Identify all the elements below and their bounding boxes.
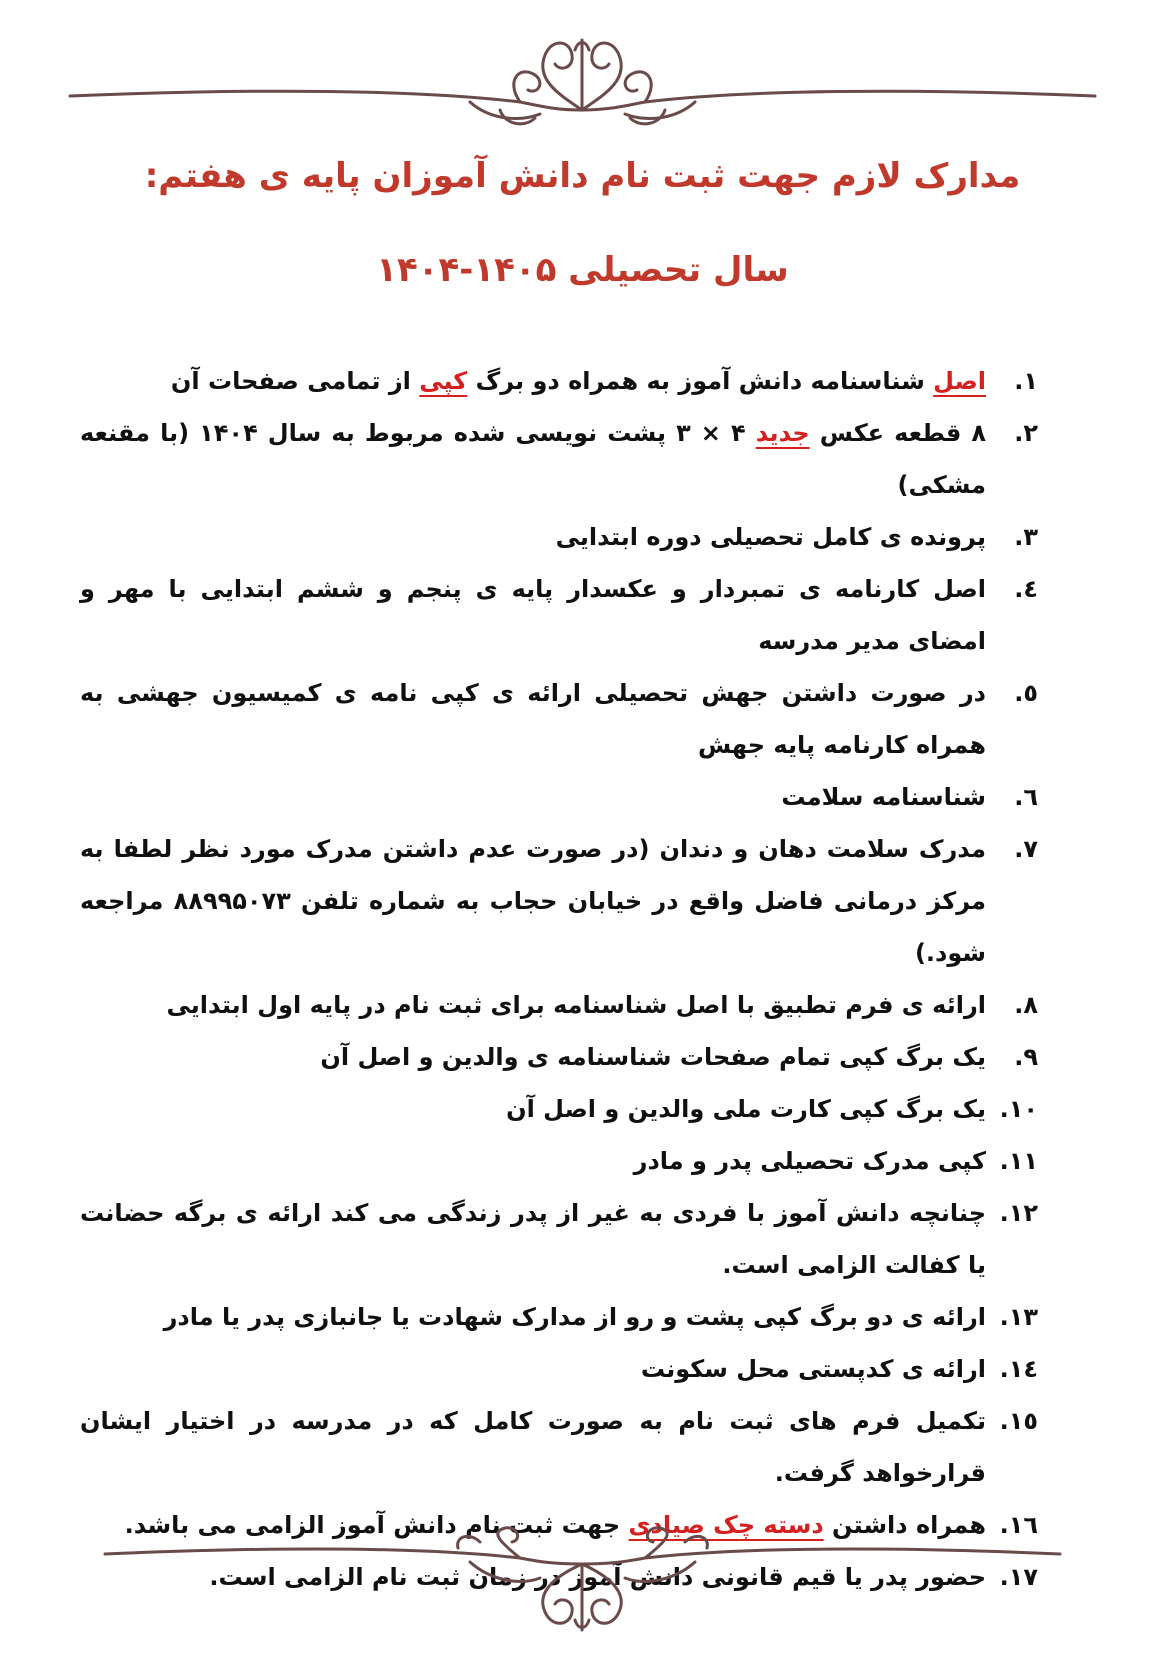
item-text [320,1043,986,1071]
text-segment: شناسنامه دانش آموز به همراه دو برگ [467,367,934,395]
highlighted-term: اصل [933,367,986,395]
item-number: ١٦. [999,1511,1038,1539]
text-segment: یک برگ کپی تمام صفحات شناسنامه ی والدین و اصل آن [320,1043,986,1071]
item-text [80,1407,986,1487]
item-number: ١٤. [999,1355,1038,1383]
requirement-item [80,1343,1038,1395]
text-segment: از تمامی صفحات آن [170,367,420,395]
item-number: ١٢. [999,1199,1038,1227]
requirement-item [80,511,1038,563]
requirement-item [80,1031,1038,1083]
text-segment: ۸ قطعه عکس [809,419,987,447]
text-segment: شناسنامه سلامت [781,783,986,811]
item-text [641,1355,986,1383]
item-text [80,1199,986,1279]
text-segment: چنانچه دانش آموز با فردی به غیر از پدر زندگی می کند ارائه ی برگه حضانت یا کفالت الزامی است. [80,1199,986,1279]
requirement-item [80,1135,1038,1187]
highlighted-term: کپی [419,367,468,395]
item-text [634,1147,986,1175]
text-segment: یک برگ کپی کارت ملی والدین و اصل آن [506,1095,986,1123]
text-segment: تکمیل فرم های ثبت نام به صورت کامل که در مدرسه در اختیار ایشان قرارخواهد گرفت. [80,1407,986,1487]
text-segment: کپی مدرک تحصیلی پدر و مادر [633,1147,986,1175]
item-text [80,679,986,759]
text-segment: ۴ × ۳ پشت نویسی شده مربوط به سال ۱۴۰۴ (با مقنعه مشکی) [80,419,986,499]
top-ornament-divider [0,10,1165,150]
text-segment: حضور پدر یا قیم قانونی دانش آموز در زمان ثبت نام الزامی است. [209,1563,986,1591]
item-text [80,575,986,655]
text-segment: ارائه ی کدپستی محل سکونت [640,1355,986,1383]
requirement-item [80,1187,1038,1291]
requirement-item [80,563,1038,667]
text-segment: در صورت داشتن جهش تحصیلی ارائه ی کپی نامه ی کمیسیون جهشی به همراه کارنامه پایه جهش [80,679,986,759]
item-number: ١٣. [999,1303,1038,1331]
academic-year-subtitle: سال تحصیلی ۱۴۰۵-۱۴۰۴ [376,250,789,290]
item-text [80,419,986,499]
item-number: ٦. [1014,783,1038,811]
item-text [80,835,986,967]
highlighted-term: دسته چک صیادی [628,1511,824,1539]
item-number: ١٠. [999,1095,1038,1123]
item-text [164,1303,986,1331]
text-segment: همراه داشتن [823,1511,986,1539]
item-text [171,367,986,395]
item-number: ٩. [1014,1043,1038,1071]
item-text [506,1095,986,1123]
item-number: ١٥. [999,1407,1038,1435]
item-number: ۱. [1014,367,1038,395]
requirement-item [80,667,1038,771]
requirement-item [80,979,1038,1031]
item-text [781,783,986,811]
item-number: ٤. [1014,575,1038,603]
requirement-item [80,823,1038,979]
item-number: ١٧. [999,1563,1038,1591]
requirement-item [80,1291,1038,1343]
text-segment: جهت ثبت نام دانش آموز الزامی می باشد. [124,1511,629,1539]
item-number: ٨. [1014,991,1038,1019]
item-number: ۲. [1014,419,1038,447]
requirement-item [80,355,1038,407]
item-number: ٧. [1014,835,1038,863]
highlighted-term: جدید [755,419,810,447]
item-number: ٥. [1014,679,1038,707]
item-text [166,991,986,1019]
requirement-item [80,1083,1038,1135]
requirements-list [80,355,1038,1603]
text-segment: ارائه ی دو برگ کپی پشت و رو از مدارک شهادت یا جانبازی پدر یا مادر [163,1303,986,1331]
item-number: ١١. [999,1147,1038,1175]
page-title: مدارک لازم جهت ثبت نام دانش آموزان پایه ی هفتم: [144,156,1021,196]
text-segment: اصل کارنامه ی تمبردار و عکسدار پایه ی پنجم و ششم ابتدایی با مهر و امضای مدیر مدرسه [80,575,986,655]
item-number: ۳. [1014,523,1038,551]
requirement-item [80,771,1038,823]
text-segment: مدرک سلامت دهان و دندان (در صورت عدم داشتن مدرک مورد نظر لطفا به مرکز درمانی فاضل واقع در خیابان حجاب به شماره تلفن ۸۸۹۹۵۰۷۳ مراجعه شود.) [80,835,986,967]
bottom-ornament-divider [0,1502,1165,1642]
text-segment: ارائه ی فرم تطبیق با اصل شناسنامه برای ثبت نام در پایه اول ابتدایی [166,991,986,1019]
item-text [556,523,986,551]
requirement-item [80,1395,1038,1499]
requirement-item [80,407,1038,511]
text-segment: پرونده ی کامل تحصیلی دوره ابتدایی [555,523,986,551]
